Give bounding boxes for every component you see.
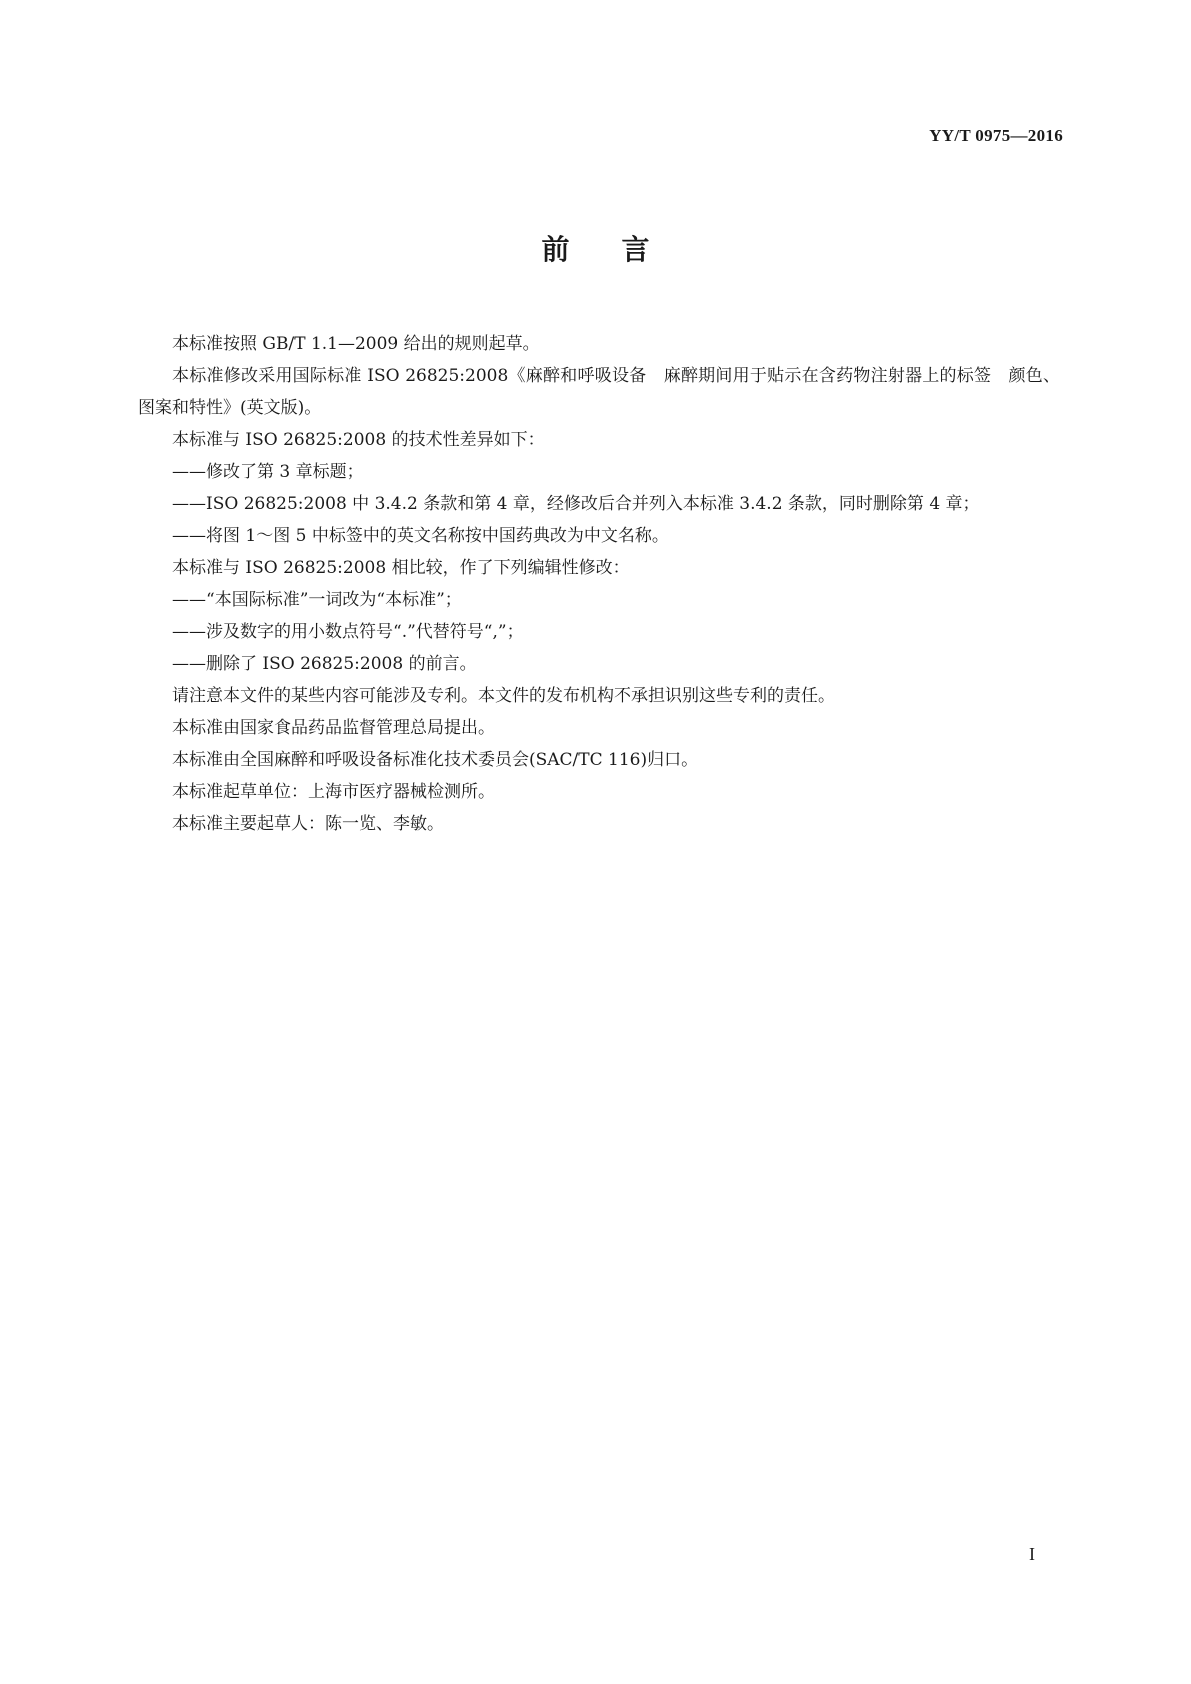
page-number: I	[1029, 1544, 1035, 1564]
list-item: ——删除了 ISO 26825:2008 的前言。	[172, 654, 477, 674]
list-item: ——“本国际标准”一词改为“本标准”；	[172, 590, 462, 610]
paragraph-committee: 本标准由全国麻醉和呼吸设备标准化技术委员会(SAC/TC 116)归口。	[172, 750, 699, 770]
paragraph-drafting-unit: 本标准起草单位：上海市医疗器械检测所。	[172, 782, 495, 802]
paragraph-patent-notice: 请注意本文件的某些内容可能涉及专利。本文件的发布机构不承担识别这些专利的责任。	[172, 686, 835, 706]
list-item: ——修改了第 3 章标题；	[172, 462, 364, 482]
foreword-body	[138, 328, 1060, 840]
paragraph-technical-differences: 本标准与 ISO 26825:2008 的技术性差异如下：	[172, 430, 545, 450]
paragraph-editorial-changes: 本标准与 ISO 26825:2008 相比较，作了下列编辑性修改：	[172, 558, 630, 578]
paragraph-drafters: 本标准主要起草人：陈一览、李敏。	[172, 814, 444, 834]
paragraph-proposer: 本标准由国家食品药品监督管理总局提出。	[172, 718, 495, 738]
paragraph-adoption: 本标准修改采用国际标准 ISO 26825:2008《麻醉和呼吸设备 麻醉期间用于贴示在含药物注射器上的标签 颜色、图案和特性》(英文版)。	[138, 366, 1060, 418]
standard-code: YY/T 0975—2016	[929, 126, 1063, 145]
paragraph-drafting-rules: 本标准按照 GB/T 1.1—2009 给出的规则起草。	[172, 334, 540, 354]
page-title: 前言	[541, 233, 702, 266]
list-item: ——涉及数字的用小数点符号“.”代替符号“,”；	[172, 622, 524, 642]
list-item: ——ISO 26825:2008 中 3.4.2 条款和第 4 章，经修改后合并列入本标准 3.4.2 条款，同时删除第 4 章；	[172, 494, 980, 514]
list-item: ——将图 1～图 5 中标签中的英文名称按中国药典改为中文名称。	[172, 526, 669, 546]
